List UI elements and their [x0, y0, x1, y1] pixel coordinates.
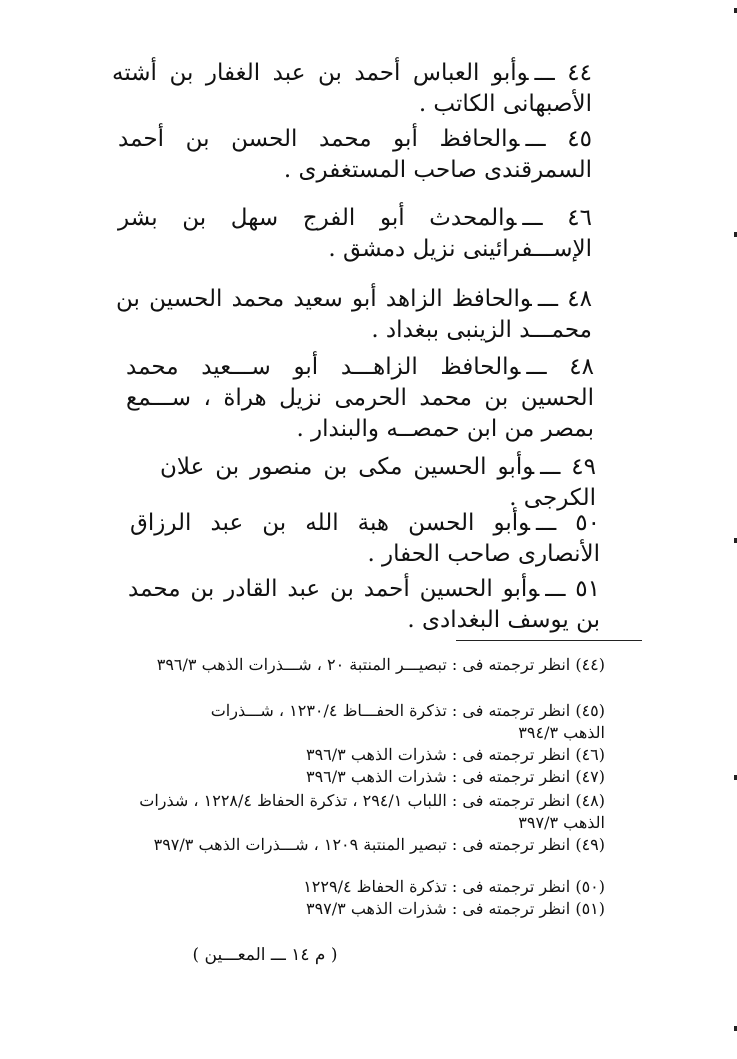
- footnote-44: (٤٤) انظر ترجمته فى : تبصيـــر المنتبة ٢٠ ، شـــذرات الذهب ٣٩٦/٣: [156, 655, 605, 674]
- footnote-48: (٤٨) انظر ترجمته فى : اللباب ٢٩٤/١ ، تذكرة الحفاظ ١٢٢٨/٤ ، شذرات الذهب ٣٩٧/٣: [139, 791, 605, 832]
- entry-48b: [126, 352, 594, 445]
- entry-number: ٤٩ ـــ: [540, 454, 596, 480]
- footnote-51: (٥١) انظر ترجمته فى : شذرات الذهب ٣٩٧/٣: [305, 899, 605, 918]
- footnote-47: (٤٧) انظر ترجمته فى : شذرات الذهب ٣٩٦/٣: [305, 767, 605, 786]
- entry-49: [160, 452, 596, 514]
- entry-text: وأبو العباس أحمد بن عبد الغفار بن أشته الأصبهانى الكاتب .: [112, 60, 592, 117]
- entry-text: والحافظ أبو محمد الحسن بن أحمد السمرقندى صاحب المستغفرى .: [118, 126, 592, 183]
- footnote-49: (٤٩) انظر ترجمته فى : تبصير المنتبة ١٢٠٩ ، شـــذرات الذهب ٣٩٧/٣: [153, 835, 605, 854]
- entry-text: وأبو الحسن هبة الله بن عبد الرزاق الأنصارى صاحب الحفار .: [130, 510, 600, 567]
- entry-number: ٥١ ـــ: [545, 576, 601, 602]
- footnote-50: (٥٠) انظر ترجمته فى : تذكرة الحفاظ ١٢٢٩/٤: [303, 877, 605, 896]
- footnote-45: (٤٥) انظر ترجمته فى : تذكرة الحفـــاظ ١٢٣٠/٤ ، شـــذرات الذهب ٣٩٤/٣: [210, 701, 605, 742]
- entry-number: ٤٤ ـــ: [534, 60, 592, 86]
- entry-48a: [116, 284, 592, 346]
- footnote-separator: [456, 640, 642, 641]
- footnote-46: (٤٦) انظر ترجمته فى : شذرات الذهب ٣٩٦/٣: [305, 745, 605, 764]
- page-signature: ( م ١٤ ـــ المعـــين ): [192, 945, 338, 965]
- entry-46: [118, 203, 592, 265]
- entry-45: [118, 124, 592, 186]
- entry-text: والحافظ الزاهد أبو سعيد محمد الحسين بن محمـــد الزينبى ببغداد .: [116, 286, 592, 343]
- entry-number: ٤٨ ـــ: [526, 354, 595, 380]
- entry-text: وأبو الحسين مكى بن منصور بن علان الكرجى .: [160, 454, 596, 511]
- entry-number: ٤٥ ـــ: [525, 126, 592, 152]
- entry-number: ٤٨ ـــ: [537, 286, 593, 312]
- entry-50: [130, 508, 600, 570]
- entry-number: ٥٠ ـــ: [536, 510, 600, 536]
- entry-text: والمحدث أبو الفرج سهل بن بشر الإســـفرائينى نزيل دمشق .: [118, 205, 592, 262]
- entry-text: والحافظ الزاهـــد أبو ســـعيد محمد الحسين بن محمد الحرمى نزيل هراة ، ســـمع بمصر من ابن حمصــه والبندار .: [126, 354, 594, 442]
- entry-text: وأبو الحسين أحمد بن عبد القادر بن محمد بن يوسف البغدادى .: [128, 576, 600, 633]
- entry-44: [112, 58, 592, 120]
- entry-51: [128, 574, 600, 636]
- entry-number: ٤٦ ـــ: [522, 205, 592, 231]
